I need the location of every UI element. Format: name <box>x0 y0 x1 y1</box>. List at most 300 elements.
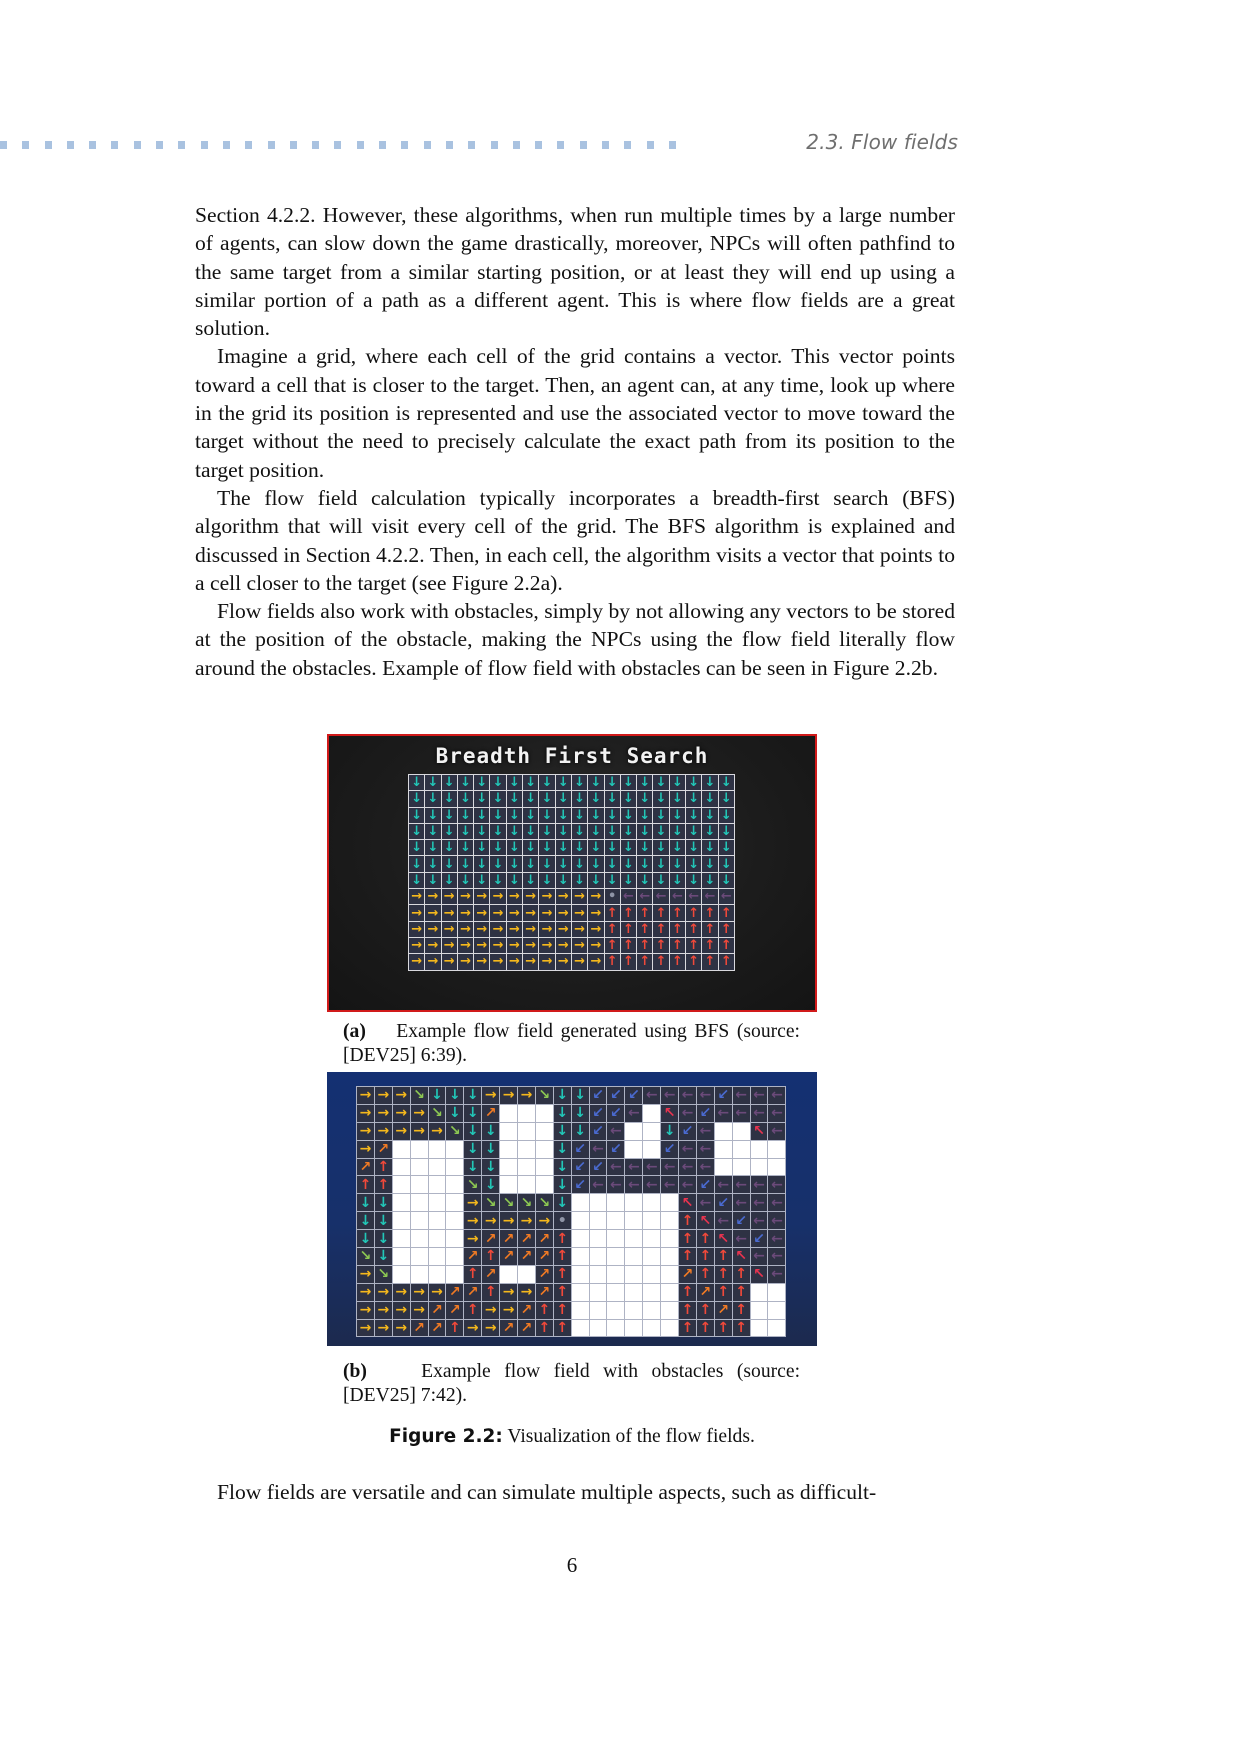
arrow-down-icon: ↓ <box>539 808 554 823</box>
obstacle-cell <box>625 1123 642 1140</box>
arrow-right-icon: → <box>490 938 505 953</box>
arrow-down-right-icon: ↘ <box>464 1176 481 1193</box>
arrow-down-icon: ↓ <box>588 873 603 888</box>
arrow-down-icon: ↓ <box>572 873 587 888</box>
subfigure-a-label: (a) <box>343 1021 366 1042</box>
arrow-down-icon: ↓ <box>507 873 522 888</box>
arrow-down-icon: ↓ <box>572 1087 589 1104</box>
arrow-right-icon: → <box>523 889 538 904</box>
arrow-left-icon: ← <box>590 1176 607 1193</box>
arrow-down-icon: ↓ <box>605 840 620 855</box>
arrow-down-icon: ↓ <box>490 840 505 855</box>
arrow-right-icon: → <box>588 889 603 904</box>
arrow-up-icon: ↑ <box>357 1176 374 1193</box>
obstacle-cell <box>607 1302 624 1319</box>
figure-caption-text: Visualization of the flow fields. <box>507 1426 755 1447</box>
arrow-down-icon: ↓ <box>702 808 717 823</box>
arrow-down-icon: ↓ <box>464 1141 481 1158</box>
header-dot <box>22 141 29 149</box>
obstacle-cell <box>518 1176 535 1193</box>
arrow-right-icon: → <box>539 905 554 920</box>
arrow-down-left-icon: ↙ <box>661 1141 678 1158</box>
arrow-up-icon: ↑ <box>733 1284 750 1301</box>
arrow-right-icon: → <box>409 905 424 920</box>
arrow-down-icon: ↓ <box>556 775 571 790</box>
arrow-right-icon: → <box>357 1320 374 1337</box>
arrow-up-icon: ↑ <box>719 938 734 953</box>
arrow-right-icon: → <box>393 1123 410 1140</box>
header-dot <box>223 141 230 149</box>
obstacle-cell <box>590 1266 607 1283</box>
arrow-up-icon: ↑ <box>464 1302 481 1319</box>
arrow-down-icon: ↓ <box>425 873 440 888</box>
obstacle-cell <box>661 1302 678 1319</box>
obstacle-cell <box>661 1284 678 1301</box>
arrow-down-icon: ↓ <box>490 791 505 806</box>
arrow-down-icon: ↓ <box>464 1087 481 1104</box>
arrow-left-icon: ← <box>733 1087 750 1104</box>
arrow-down-icon: ↓ <box>637 873 652 888</box>
arrow-down-icon: ↓ <box>442 824 457 839</box>
arrow-down-icon: ↓ <box>686 840 701 855</box>
obstacle-cell <box>607 1212 624 1229</box>
arrow-left-icon: ← <box>702 889 717 904</box>
arrow-down-left-icon: ↙ <box>590 1105 607 1122</box>
arrow-down-right-icon: ↘ <box>429 1105 446 1122</box>
arrow-down-icon: ↓ <box>572 840 587 855</box>
obstacle-cell <box>429 1212 446 1229</box>
arrow-down-icon: ↓ <box>409 873 424 888</box>
arrow-down-icon: ↓ <box>458 775 473 790</box>
arrow-right-icon: → <box>464 1194 481 1211</box>
obstacle-cell <box>393 1212 410 1229</box>
obstacle-cell <box>643 1266 660 1283</box>
arrow-right-icon: → <box>539 954 554 969</box>
arrow-up-left-icon: ↖ <box>751 1123 768 1140</box>
arrow-left-icon: ← <box>607 1159 624 1176</box>
arrow-down-icon: ↓ <box>357 1212 374 1229</box>
arrow-up-right-icon: ↗ <box>518 1320 535 1337</box>
arrow-up-icon: ↑ <box>375 1159 392 1176</box>
arrow-right-icon: → <box>411 1123 428 1140</box>
paragraph-2: Imagine a grid, where each cell of the grid contains a vector. This vector points toward a cell that is closer to the target. Then, an agent can, at any time, look up where in the grid its position is represented and use the associated vector to move toward the target without the need to precisely calculate the exact path from its position to the target position. <box>195 344 955 482</box>
arrow-up-right-icon: ↗ <box>536 1230 553 1247</box>
obstacle-cell <box>429 1176 446 1193</box>
arrow-up-icon: ↑ <box>686 922 701 937</box>
header-dot <box>67 141 74 149</box>
arrow-down-icon: ↓ <box>621 808 636 823</box>
obstacle-cell <box>429 1194 446 1211</box>
arrow-up-right-icon: ↗ <box>357 1159 374 1176</box>
arrow-down-right-icon: ↘ <box>500 1194 517 1211</box>
arrow-right-icon: → <box>482 1320 499 1337</box>
arrow-down-icon: ↓ <box>719 840 734 855</box>
header-dot <box>446 141 453 149</box>
obstacle-cell <box>661 1194 678 1211</box>
arrow-up-right-icon: ↗ <box>446 1284 463 1301</box>
obstacle-cell <box>751 1302 768 1319</box>
arrow-down-icon: ↓ <box>458 856 473 871</box>
header-dot <box>557 141 564 149</box>
arrow-left-icon: ← <box>637 889 652 904</box>
arrow-right-icon: → <box>464 1212 481 1229</box>
arrow-down-icon: ↓ <box>670 873 685 888</box>
arrow-down-icon: ↓ <box>588 840 603 855</box>
arrow-down-icon: ↓ <box>686 775 701 790</box>
arrow-up-left-icon: ↖ <box>697 1212 714 1229</box>
arrow-up-icon: ↑ <box>605 922 620 937</box>
header-dot <box>0 141 7 149</box>
arrow-down-icon: ↓ <box>425 775 440 790</box>
arrow-up-right-icon: ↗ <box>536 1284 553 1301</box>
obstacle-cell <box>536 1105 553 1122</box>
obstacle-cell <box>590 1194 607 1211</box>
arrow-right-icon: → <box>409 922 424 937</box>
header-dot <box>379 141 386 149</box>
obstacle-cell <box>572 1212 589 1229</box>
obstacle-cell <box>643 1320 660 1337</box>
arrow-right-icon: → <box>518 1087 535 1104</box>
obstacle-cell <box>625 1320 642 1337</box>
bfs-flow-grid <box>408 774 735 971</box>
obstacle-cell <box>411 1248 428 1265</box>
arrow-down-icon: ↓ <box>686 808 701 823</box>
obstacle-cell <box>715 1159 732 1176</box>
arrow-up-icon: ↑ <box>670 938 685 953</box>
arrow-left-icon: ← <box>607 1176 624 1193</box>
obstacle-cell <box>751 1141 768 1158</box>
arrow-left-icon: ← <box>733 1105 750 1122</box>
arrow-down-icon: ↓ <box>425 824 440 839</box>
arrow-up-icon: ↑ <box>733 1302 750 1319</box>
arrow-up-icon: ↑ <box>554 1230 571 1247</box>
header-dot <box>156 141 163 149</box>
header-dot <box>669 141 676 149</box>
arrow-down-icon: ↓ <box>572 824 587 839</box>
arrow-right-icon: → <box>507 889 522 904</box>
arrow-down-icon: ↓ <box>605 856 620 871</box>
arrow-up-icon: ↑ <box>653 905 668 920</box>
arrow-down-icon: ↓ <box>653 840 668 855</box>
obstacle-cell <box>536 1123 553 1140</box>
arrow-up-icon: ↑ <box>686 905 701 920</box>
obstacle-cell <box>446 1212 463 1229</box>
header-dot <box>580 141 587 149</box>
arrow-up-icon: ↑ <box>621 938 636 953</box>
arrow-right-icon: → <box>507 922 522 937</box>
arrow-down-icon: ↓ <box>621 791 636 806</box>
arrow-up-icon: ↑ <box>605 954 620 969</box>
arrow-up-icon: ↑ <box>482 1284 499 1301</box>
arrow-right-icon: → <box>518 1212 535 1229</box>
obstacle-cell <box>607 1248 624 1265</box>
header-dot <box>647 141 654 149</box>
arrow-down-icon: ↓ <box>554 1194 571 1211</box>
obstacle-cell <box>607 1284 624 1301</box>
obstacle-cell <box>643 1230 660 1247</box>
arrow-up-icon: ↑ <box>679 1212 696 1229</box>
arrow-right-icon: → <box>375 1087 392 1104</box>
arrow-left-icon: ← <box>733 1194 750 1211</box>
arrow-down-icon: ↓ <box>507 856 522 871</box>
header-dot <box>45 141 52 149</box>
arrow-up-icon: ↑ <box>715 1248 732 1265</box>
continuation-paragraph: Flow fields are versatile and can simulate multiple aspects, such as difficult- <box>217 1480 877 1504</box>
obstacle-cell <box>536 1159 553 1176</box>
arrow-down-icon: ↓ <box>719 808 734 823</box>
arrow-up-right-icon: ↗ <box>464 1284 481 1301</box>
obstacle-cell <box>500 1176 517 1193</box>
arrow-up-right-icon: ↗ <box>375 1141 392 1158</box>
arrow-down-left-icon: ↙ <box>697 1105 714 1122</box>
arrow-up-right-icon: ↗ <box>679 1266 696 1283</box>
arrow-down-left-icon: ↙ <box>715 1194 732 1211</box>
arrow-right-icon: → <box>482 1087 499 1104</box>
arrow-down-icon: ↓ <box>446 1105 463 1122</box>
obstacle-cell <box>500 1141 517 1158</box>
obstacle-cell <box>733 1123 750 1140</box>
arrow-up-icon: ↑ <box>637 938 652 953</box>
arrow-left-icon: ← <box>768 1248 785 1265</box>
arrow-right-icon: → <box>482 1212 499 1229</box>
arrow-up-icon: ↑ <box>733 1266 750 1283</box>
obstacle-cell <box>643 1302 660 1319</box>
arrow-up-icon: ↑ <box>686 954 701 969</box>
arrow-down-icon: ↓ <box>482 1123 499 1140</box>
arrow-down-icon: ↓ <box>637 791 652 806</box>
obstacle-cell <box>733 1159 750 1176</box>
target-dot-icon: • <box>605 889 620 904</box>
arrow-up-icon: ↑ <box>702 954 717 969</box>
arrow-down-icon: ↓ <box>409 791 424 806</box>
arrow-down-icon: ↓ <box>539 824 554 839</box>
arrow-right-icon: → <box>490 905 505 920</box>
obstacle-cell <box>625 1194 642 1211</box>
arrow-down-icon: ↓ <box>556 873 571 888</box>
arrow-down-right-icon: ↘ <box>375 1266 392 1283</box>
arrow-down-icon: ↓ <box>409 856 424 871</box>
arrow-down-icon: ↓ <box>572 808 587 823</box>
arrow-down-icon: ↓ <box>523 824 538 839</box>
arrow-up-icon: ↑ <box>679 1284 696 1301</box>
obstacle-cell <box>411 1212 428 1229</box>
arrow-up-icon: ↑ <box>670 954 685 969</box>
arrow-up-icon: ↑ <box>702 905 717 920</box>
arrow-left-icon: ← <box>643 1087 660 1104</box>
arrow-down-icon: ↓ <box>621 775 636 790</box>
obstacle-cell <box>518 1159 535 1176</box>
arrow-down-icon: ↓ <box>686 824 701 839</box>
subfigure-b-label: (b) <box>343 1361 367 1382</box>
arrow-right-icon: → <box>442 905 457 920</box>
arrow-right-icon: → <box>357 1123 374 1140</box>
arrow-right-icon: → <box>539 889 554 904</box>
obstacle-cell <box>643 1212 660 1229</box>
arrow-left-icon: ← <box>643 1159 660 1176</box>
arrow-down-left-icon: ↙ <box>625 1087 642 1104</box>
arrow-left-icon: ← <box>768 1212 785 1229</box>
arrow-left-icon: ← <box>715 1176 732 1193</box>
obstacle-cell <box>393 1176 410 1193</box>
arrow-down-icon: ↓ <box>539 856 554 871</box>
arrow-down-icon: ↓ <box>375 1248 392 1265</box>
obstacle-cell <box>536 1141 553 1158</box>
arrow-right-icon: → <box>507 905 522 920</box>
obstacle-cell <box>411 1230 428 1247</box>
arrow-down-icon: ↓ <box>556 808 571 823</box>
arrow-down-icon: ↓ <box>442 873 457 888</box>
arrow-down-icon: ↓ <box>554 1123 571 1140</box>
arrow-down-left-icon: ↙ <box>607 1105 624 1122</box>
arrow-down-icon: ↓ <box>588 808 603 823</box>
arrow-left-icon: ← <box>697 1141 714 1158</box>
arrow-down-icon: ↓ <box>482 1141 499 1158</box>
arrow-right-icon: → <box>357 1141 374 1158</box>
arrow-right-icon: → <box>523 954 538 969</box>
arrow-right-icon: → <box>588 922 603 937</box>
arrow-up-icon: ↑ <box>653 938 668 953</box>
arrow-down-icon: ↓ <box>442 856 457 871</box>
arrow-down-icon: ↓ <box>490 873 505 888</box>
arrow-left-icon: ← <box>733 1176 750 1193</box>
arrow-right-icon: → <box>500 1284 517 1301</box>
arrow-up-left-icon: ↖ <box>751 1266 768 1283</box>
target-dot-icon: • <box>554 1212 571 1229</box>
obstacle-cell <box>590 1212 607 1229</box>
arrow-down-icon: ↓ <box>464 1123 481 1140</box>
arrow-right-icon: → <box>482 1302 499 1319</box>
arrow-right-icon: → <box>393 1320 410 1337</box>
arrow-up-icon: ↑ <box>554 1284 571 1301</box>
arrow-right-icon: → <box>393 1105 410 1122</box>
arrow-up-icon: ↑ <box>715 1266 732 1283</box>
subfigure-a-caption-text: Example flow field generated using BFS (source: [DEV25] 6:39). <box>343 1021 800 1066</box>
arrow-right-icon: → <box>500 1087 517 1104</box>
obstacle-cell <box>500 1123 517 1140</box>
arrow-down-icon: ↓ <box>653 808 668 823</box>
arrow-down-icon: ↓ <box>661 1123 678 1140</box>
arrow-right-icon: → <box>556 922 571 937</box>
arrow-left-icon: ← <box>751 1194 768 1211</box>
arrow-right-icon: → <box>393 1284 410 1301</box>
arrow-right-icon: → <box>425 905 440 920</box>
arrow-down-icon: ↓ <box>653 775 668 790</box>
obstacle-cell <box>446 1230 463 1247</box>
obstacle-cell <box>768 1302 785 1319</box>
body-text <box>195 201 955 682</box>
arrow-down-icon: ↓ <box>523 840 538 855</box>
arrow-up-icon: ↑ <box>653 922 668 937</box>
arrow-down-icon: ↓ <box>474 873 489 888</box>
header-dot <box>357 141 364 149</box>
obstacle-cell <box>411 1159 428 1176</box>
obstacle-cell <box>590 1230 607 1247</box>
arrow-down-icon: ↓ <box>375 1212 392 1229</box>
arrow-down-icon: ↓ <box>446 1087 463 1104</box>
arrow-down-icon: ↓ <box>490 775 505 790</box>
arrow-right-icon: → <box>556 889 571 904</box>
arrow-down-icon: ↓ <box>605 791 620 806</box>
arrow-down-icon: ↓ <box>442 775 457 790</box>
arrow-right-icon: → <box>556 938 571 953</box>
arrow-right-icon: → <box>425 889 440 904</box>
arrow-down-left-icon: ↙ <box>590 1159 607 1176</box>
arrow-up-left-icon: ↖ <box>715 1230 732 1247</box>
obstacle-cell <box>572 1266 589 1283</box>
arrow-down-left-icon: ↙ <box>679 1123 696 1140</box>
arrow-down-left-icon: ↙ <box>572 1176 589 1193</box>
arrow-down-icon: ↓ <box>572 791 587 806</box>
obstacle-cell <box>625 1302 642 1319</box>
arrow-left-icon: ← <box>679 1105 696 1122</box>
arrow-up-icon: ↑ <box>605 905 620 920</box>
arrow-up-right-icon: ↗ <box>518 1248 535 1265</box>
arrow-down-icon: ↓ <box>556 840 571 855</box>
arrow-right-icon: → <box>425 922 440 937</box>
obstacle-cell <box>768 1284 785 1301</box>
arrow-down-icon: ↓ <box>554 1176 571 1193</box>
arrow-down-icon: ↓ <box>588 791 603 806</box>
obstacle-cell <box>625 1248 642 1265</box>
arrow-right-icon: → <box>393 1087 410 1104</box>
obstacle-cell <box>643 1123 660 1140</box>
obstacle-cell <box>625 1266 642 1283</box>
arrow-down-left-icon: ↙ <box>590 1087 607 1104</box>
arrow-down-icon: ↓ <box>539 791 554 806</box>
arrow-down-icon: ↓ <box>605 824 620 839</box>
obstacle-cell <box>768 1141 785 1158</box>
arrow-down-icon: ↓ <box>670 791 685 806</box>
arrow-left-icon: ← <box>590 1141 607 1158</box>
arrow-down-icon: ↓ <box>458 791 473 806</box>
arrow-down-icon: ↓ <box>637 856 652 871</box>
arrow-right-icon: → <box>425 954 440 969</box>
arrow-down-icon: ↓ <box>588 775 603 790</box>
arrow-up-right-icon: ↗ <box>429 1302 446 1319</box>
obstacle-cell <box>661 1320 678 1337</box>
arrow-down-icon: ↓ <box>588 824 603 839</box>
arrow-down-icon: ↓ <box>719 873 734 888</box>
arrow-down-icon: ↓ <box>653 791 668 806</box>
arrow-right-icon: → <box>572 938 587 953</box>
obstacle-cell <box>643 1248 660 1265</box>
arrow-down-left-icon: ↙ <box>607 1141 624 1158</box>
arrow-down-icon: ↓ <box>702 856 717 871</box>
arrow-down-icon: ↓ <box>686 873 701 888</box>
obstacle-cell <box>518 1266 535 1283</box>
obstacle-cell <box>607 1230 624 1247</box>
header-dot <box>89 141 96 149</box>
header-dot <box>111 141 118 149</box>
arrow-down-icon: ↓ <box>719 824 734 839</box>
arrow-right-icon: → <box>442 922 457 937</box>
arrow-right-icon: → <box>474 954 489 969</box>
arrow-down-icon: ↓ <box>425 791 440 806</box>
arrow-up-icon: ↑ <box>464 1266 481 1283</box>
obstacle-cell <box>715 1123 732 1140</box>
arrow-down-icon: ↓ <box>637 824 652 839</box>
arrow-up-left-icon: ↖ <box>679 1194 696 1211</box>
arrow-down-icon: ↓ <box>409 808 424 823</box>
obstacle-cell <box>446 1266 463 1283</box>
arrow-up-icon: ↑ <box>375 1176 392 1193</box>
arrow-down-left-icon: ↙ <box>697 1176 714 1193</box>
arrow-right-icon: → <box>518 1284 535 1301</box>
obstacle-cell <box>643 1284 660 1301</box>
arrow-down-icon: ↓ <box>670 808 685 823</box>
arrow-down-icon: ↓ <box>572 775 587 790</box>
arrow-down-icon: ↓ <box>425 840 440 855</box>
